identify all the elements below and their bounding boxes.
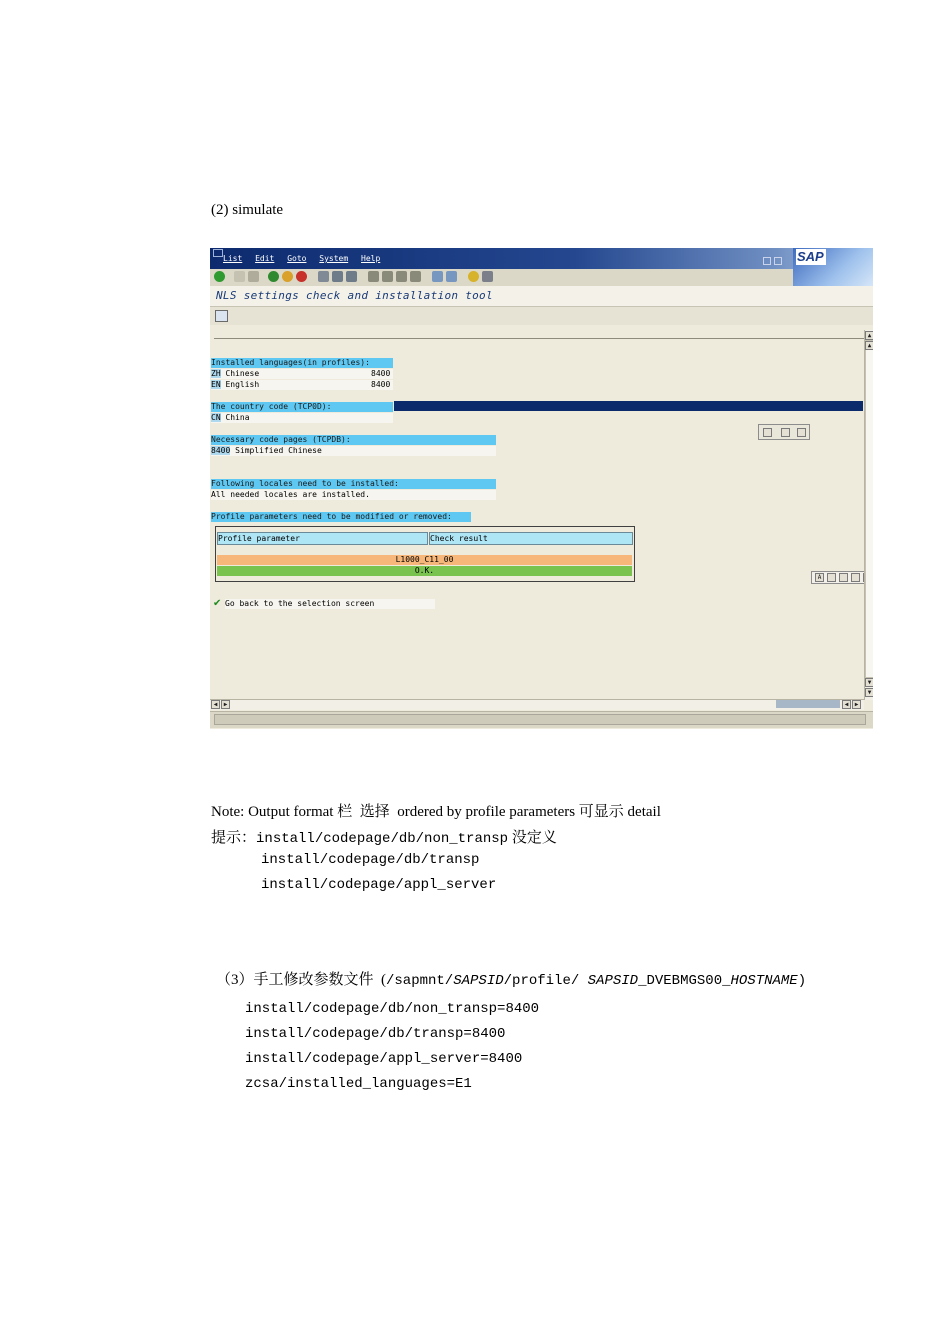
codepage-row	[211, 446, 496, 456]
page-left-icon[interactable]: ▶	[221, 700, 230, 709]
language-row	[211, 380, 393, 390]
profile-params-header: Profile parameters need to be modified or removed:	[211, 512, 471, 522]
scroll-left-icon[interactable]: ◀	[211, 700, 220, 709]
selected-line-highlight	[394, 401, 863, 411]
language-code: EN	[211, 380, 221, 389]
window-controls	[763, 250, 793, 258]
sap-logo: SAP	[797, 249, 824, 264]
language-code: ZH	[211, 369, 221, 378]
menu-goto[interactable]: Goto	[287, 254, 307, 263]
enter-icon[interactable]	[214, 271, 225, 282]
param-line: install/codepage/db/non_transp=8400	[245, 1001, 540, 1017]
hint-line	[211, 826, 557, 847]
country-row	[211, 413, 393, 423]
hint-suffix: 没定义	[508, 830, 557, 846]
find-icon[interactable]	[332, 271, 343, 282]
pen-icon[interactable]	[839, 573, 848, 582]
hint-label: 提示：	[211, 830, 257, 846]
codepage-number: 8400	[211, 446, 231, 455]
exit-icon[interactable]	[282, 271, 293, 282]
installed-languages-header: Installed languages(in profiles):	[211, 358, 393, 368]
menu-edit[interactable]: Edit	[255, 254, 275, 263]
command-field-icon[interactable]	[234, 271, 245, 282]
arrows-icon[interactable]	[827, 573, 836, 582]
path-part: /profile/	[503, 973, 588, 989]
status-field	[214, 714, 866, 725]
horizontal-scroll-thumb[interactable]	[776, 700, 840, 708]
application-toolbar	[210, 307, 873, 325]
page-down-icon[interactable]: ▼	[865, 678, 873, 687]
hint-parameter: install/codepage/db/non_transp	[256, 831, 509, 847]
vertical-scroll-thumb[interactable]	[865, 340, 873, 678]
font-icon[interactable]: A	[815, 573, 824, 582]
create-session-icon[interactable]	[432, 271, 443, 282]
save-icon[interactable]	[248, 271, 259, 282]
locales-status: All needed locales are installed.	[211, 490, 496, 500]
checkmark-icon: ✔	[213, 598, 222, 609]
divider	[214, 338, 864, 339]
system-toolbar	[210, 269, 793, 287]
find-next-icon[interactable]	[346, 271, 357, 282]
go-back-link[interactable]: Go back to the selection screen	[225, 599, 435, 609]
help-icon[interactable]	[468, 271, 479, 282]
path-part: SAPSID	[453, 973, 504, 989]
code-pages-header: Necessary code pages (TCPDB):	[211, 435, 496, 445]
next-page-icon[interactable]	[396, 271, 407, 282]
dropdown-icon[interactable]	[797, 428, 806, 437]
execute-icon[interactable]	[215, 310, 228, 322]
page-up-icon[interactable]: ▲	[865, 341, 873, 350]
menu-system[interactable]: System	[319, 254, 349, 263]
scroll-right-icon[interactable]: ▶	[852, 700, 861, 709]
codepage-name: Simplified Chinese	[235, 446, 322, 455]
path-part: /sapmnt/	[386, 973, 454, 989]
path-part: HOSTNAME	[730, 973, 798, 989]
language-codepage: 8400	[371, 380, 391, 389]
language-name: English	[225, 380, 260, 389]
column-header-profile-parameter: Profile parameter	[217, 532, 428, 545]
column-header-check-result: Check result	[429, 532, 633, 545]
step3-line	[208, 950, 806, 989]
pick-icon[interactable]	[763, 428, 772, 437]
keyboard-icon[interactable]	[851, 573, 860, 582]
back-icon[interactable]	[268, 271, 279, 282]
check-buttons	[758, 424, 810, 440]
step3-text: （3）手工修改参数文件 (	[216, 972, 386, 988]
language-row	[211, 369, 393, 379]
locales-header: Following locales need to be installed:	[211, 479, 496, 489]
cancel-icon[interactable]	[296, 271, 307, 282]
hint-parameter: install/codepage/db/transp	[261, 852, 480, 868]
previous-page-icon[interactable]	[382, 271, 393, 282]
info-icon[interactable]	[781, 428, 790, 437]
print-icon[interactable]	[318, 271, 329, 282]
scroll-down-icon[interactable]: ▼	[865, 688, 873, 697]
language-codepage: 8400	[371, 369, 391, 378]
param-line: zcsa/installed_languages=E1	[245, 1076, 472, 1092]
param-line: install/codepage/appl_server=8400	[245, 1051, 523, 1067]
first-page-icon[interactable]	[368, 271, 379, 282]
profile-name-row: L1000_C11_00	[217, 555, 632, 565]
section-heading: (2) simulate	[211, 202, 284, 218]
maximize-icon[interactable]	[774, 257, 782, 265]
menu-help[interactable]: Help	[361, 254, 381, 263]
check-result-row: O.K.	[217, 566, 632, 576]
path-part: )	[797, 973, 807, 989]
country-code: CN	[211, 413, 221, 422]
last-page-icon[interactable]	[410, 271, 421, 282]
layout-menu-icon[interactable]	[482, 271, 493, 282]
country-name: China	[225, 413, 250, 422]
shortcut-icon[interactable]	[446, 271, 457, 282]
scroll-up-icon[interactable]: ▲	[865, 331, 873, 340]
sap-screenshot	[210, 248, 873, 729]
hint-parameter: install/codepage/appl_server	[261, 877, 497, 893]
sap-menu-bar	[210, 254, 380, 268]
menu-list[interactable]: List	[223, 254, 243, 263]
page-title: NLS settings check and installation tool	[216, 289, 493, 302]
param-line: install/codepage/db/transp=8400	[245, 1026, 506, 1042]
horizontal-scrollbar[interactable]	[210, 699, 864, 710]
path-part: SAPSID	[587, 973, 639, 989]
country-code-header: The country code (TCP0D):	[211, 402, 393, 412]
path-part: _DVEBMGS00_	[638, 973, 731, 989]
output-format-note: Note: Output format 栏 选择 ordered by profile parameters 可显示 detail	[211, 804, 661, 820]
language-name: Chinese	[225, 369, 260, 378]
minimize-icon[interactable]	[763, 257, 771, 265]
page-right-icon[interactable]: ◀	[842, 700, 851, 709]
